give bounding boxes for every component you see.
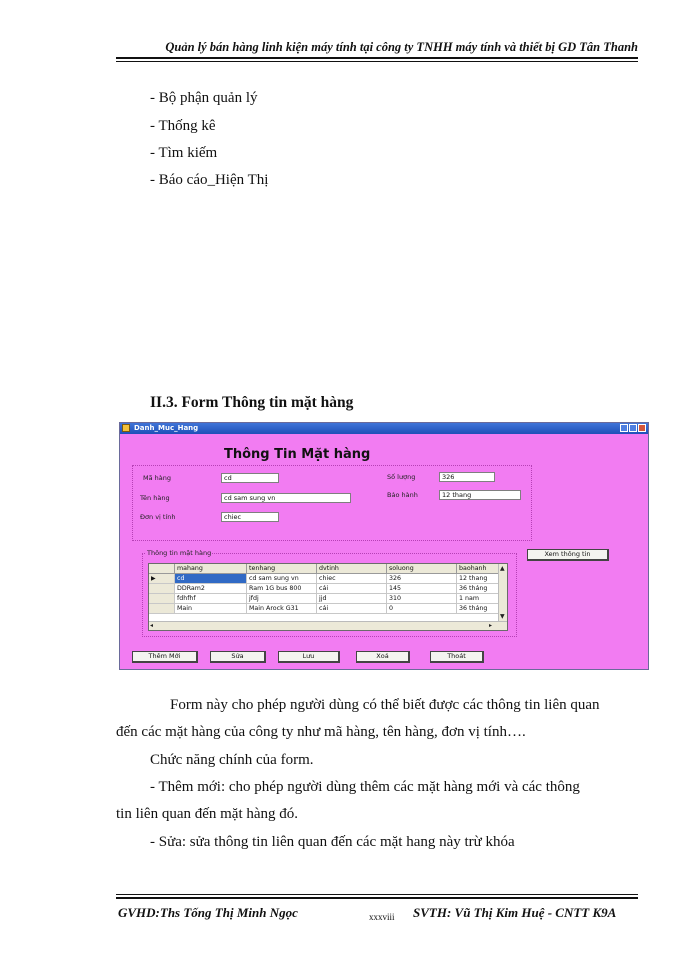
column-header[interactable]: baohanh: [457, 564, 500, 574]
table-row[interactable]: [149, 604, 507, 614]
app-icon: [122, 424, 130, 432]
add-new-button[interactable]: Thêm Mới: [132, 651, 198, 663]
ma-hang-input[interactable]: cd: [221, 473, 279, 483]
save-button[interactable]: Lưu: [278, 651, 340, 663]
grid-caption: Thông tin mặt hàng: [147, 549, 212, 557]
ten-hang-input[interactable]: cd sam sung vn: [221, 493, 351, 503]
cell[interactable]: cd sam sung vn: [247, 574, 317, 584]
bullet-item: - Báo cáo_Hiện Thị: [150, 172, 269, 188]
column-header[interactable]: soluong: [387, 564, 457, 574]
fields-group: [132, 465, 532, 541]
section-title: II.3. Form Thông tin mặt hàng: [150, 394, 354, 411]
data-grid[interactable]: [148, 563, 508, 631]
edit-button[interactable]: Sửa: [210, 651, 266, 663]
scroll-up-icon[interactable]: ▲: [500, 565, 505, 572]
footer-rule: [116, 897, 638, 899]
cell[interactable]: Main: [175, 604, 247, 614]
exit-button[interactable]: Thoát: [430, 651, 484, 663]
cell[interactable]: 145: [387, 584, 457, 594]
maximize-icon[interactable]: [629, 424, 637, 432]
delete-button[interactable]: Xoá: [356, 651, 410, 663]
cell[interactable]: cd: [175, 574, 247, 584]
bullet-item: - Tìm kiếm: [150, 145, 218, 161]
cell[interactable]: jjd: [317, 594, 387, 604]
cell[interactable]: Ram 1G bus 800: [247, 584, 317, 594]
label-bao-hanh: Bảo hành: [387, 491, 418, 499]
header-rule-thin: [116, 61, 638, 62]
label-ten-hang: Tên hàng: [140, 494, 170, 502]
grid-horizontal-scrollbar[interactable]: [149, 621, 507, 630]
label-so-luong: Số lượng: [387, 473, 416, 481]
cell[interactable]: 1 nam: [457, 594, 500, 604]
window-title: Danh_Muc_Hang: [134, 424, 199, 432]
grid-vertical-scrollbar[interactable]: [498, 564, 507, 622]
cell[interactable]: 310: [387, 594, 457, 604]
cell[interactable]: 326: [387, 574, 457, 584]
view-info-button[interactable]: Xem thông tin: [527, 549, 609, 561]
page-header-title: Quản lý bán hàng linh kiện máy tính tại công ty TNHH máy tính và thiết bị GD Tân Thanh: [165, 40, 638, 54]
cell[interactable]: chiec: [317, 574, 387, 584]
table-row[interactable]: [149, 584, 507, 594]
form-heading: Thông Tin Mặt hàng: [224, 447, 371, 462]
form-screenshot: [119, 422, 649, 670]
footer-student: SVTH: Vũ Thị Kim Huệ - CNTT K9A: [413, 905, 617, 920]
cell[interactable]: 36 tháng: [457, 604, 500, 614]
column-header[interactable]: mahang: [175, 564, 247, 574]
bao-hanh-input[interactable]: 12 thang: [439, 490, 521, 500]
cell[interactable]: 0: [387, 604, 457, 614]
paragraph-line: - Thêm mới: cho phép người dùng thêm các mặt hàng mới và các thông: [150, 779, 580, 795]
don-vi-tinh-input[interactable]: chiec: [221, 512, 279, 522]
table-row[interactable]: [149, 574, 507, 584]
cell[interactable]: fdhfhf: [175, 594, 247, 604]
cell[interactable]: 36 tháng: [457, 584, 500, 594]
scroll-right-icon[interactable]: ▸: [489, 622, 493, 629]
footer-advisor: GVHD:Ths Tống Thị Minh Ngọc: [118, 905, 298, 920]
so-luong-input[interactable]: 326: [439, 472, 495, 482]
page-number: xxxviii: [369, 912, 395, 922]
scroll-left-icon[interactable]: ◂: [150, 622, 154, 629]
label-ma-hang: Mã hàng: [143, 474, 172, 482]
paragraph-line: Chức năng chính của form.: [150, 752, 314, 768]
bullet-item: - Bộ phận quản lý: [150, 90, 258, 106]
paragraph-line: tin liên quan đến mặt hàng đó.: [116, 806, 299, 822]
paragraph-line: Form này cho phép người dùng có thể biết được các thông tin liên quan: [170, 697, 600, 713]
row-header: [149, 604, 175, 614]
scroll-down-icon[interactable]: ▼: [500, 613, 505, 620]
cell[interactable]: DDRam2: [175, 584, 247, 594]
row-header: [149, 584, 175, 594]
paragraph-line: đến các mặt hàng của công ty như mã hàng, tên hàng, đơn vị tính….: [116, 724, 526, 740]
column-header[interactable]: dvtinh: [317, 564, 387, 574]
cell[interactable]: jfdj: [247, 594, 317, 604]
row-header: [149, 594, 175, 604]
footer-rule-thin: [116, 894, 638, 895]
table-row[interactable]: [149, 594, 507, 604]
bullet-item: - Thống kê: [150, 118, 216, 134]
cell[interactable]: Main Arock G31: [247, 604, 317, 614]
label-don-vi-tinh: Đơn vị tính: [140, 513, 176, 521]
minimize-icon[interactable]: [620, 424, 628, 432]
close-icon[interactable]: [638, 424, 646, 432]
current-row-arrow-icon: ▶: [149, 574, 175, 584]
cell[interactable]: cái: [317, 584, 387, 594]
grid-header-row: [149, 564, 507, 574]
header-rule: [116, 57, 638, 59]
column-header[interactable]: tenhang: [247, 564, 317, 574]
paragraph-line: - Sửa: sửa thông tin liên quan đến các mặt hang này trừ khóa: [150, 834, 515, 850]
cell[interactable]: cái: [317, 604, 387, 614]
cell[interactable]: 12 thang: [457, 574, 500, 584]
window-titlebar: [120, 423, 648, 434]
row-header-corner: [149, 564, 175, 574]
